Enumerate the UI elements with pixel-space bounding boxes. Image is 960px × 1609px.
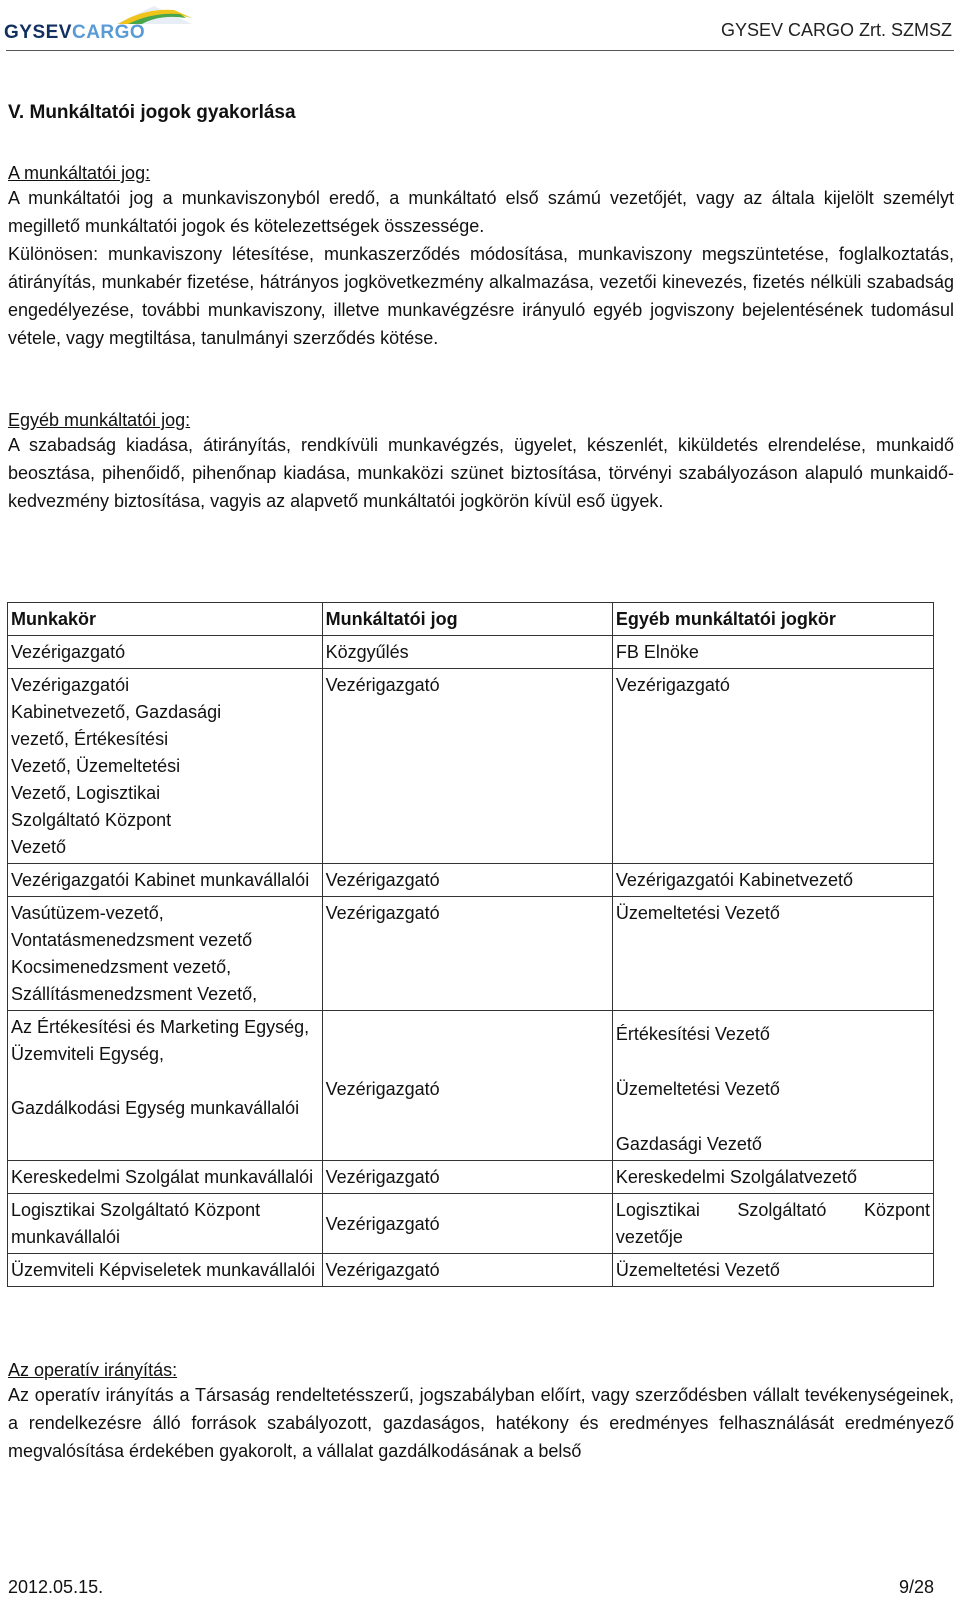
other-right-text: A szabadság kiadása, átirányítás, rendkívüli munkavégzés, ügyelet, készenlét, kiküldetés elrendelése, munkaidő beosztása, pihenőidő, pihenőnap kiadása, munkaközi szünet biztosítása, törvényi szabályozáson alapuló munkaidő-kedvezmény biztosítása, vagyis az alapvető munkáltatói jogkörön kívül eső ügyek. — [8, 435, 954, 511]
table-cell: Vezérigazgatói Kabinetvezető — [612, 864, 933, 897]
employer-right-definition: A munkáltatói jog a munkaviszonyból eredő, a munkáltató első számú vezetőjét, vagy az általa kijelölt személyt megillető munkáltatói jogok és kötelezettségek összessége. — [8, 188, 954, 236]
table-cell: Vezérigazgatói Kabinet munkavállalói — [8, 864, 323, 897]
operative-heading: Az operatív irányítás: — [8, 1360, 178, 1380]
table-cell: Vezérigazgató — [322, 897, 612, 1011]
table-cell: Vezérigazgató — [322, 1011, 612, 1161]
table-cell: Vezérigazgató — [8, 636, 323, 669]
table-cell: Üzemviteli Képviseletek munkavállalói — [8, 1254, 323, 1287]
other-right-heading: Egyéb munkáltatói jog: — [8, 410, 191, 430]
table-cell: Kereskedelmi Szolgálat munkavállalói — [8, 1161, 323, 1194]
employer-right-heading: A munkáltatói jog: — [8, 163, 151, 183]
table-cell: Üzemeltetési Vezető — [612, 1254, 933, 1287]
footer-date: 2012.05.15. — [8, 1577, 104, 1597]
table-cell — [8, 669, 323, 864]
logo-wordmark-part2: CARGO — [71, 22, 146, 43]
section-title: V. Munkáltatói jogok gyakorlása — [8, 102, 296, 123]
employer-rights-table — [7, 602, 934, 1287]
table-cell: Vezérigazgató — [322, 864, 612, 897]
rights-holder-sales: Értékesítési Vezető — [615, 1024, 770, 1044]
employer-right-details: Különösen: munkaviszony létesítése, munkaszerződés módosítása, munkaviszony megszüntetése, foglalkoztatás, átirányítás, munkabér fizetése, hátrányos jogkövetkezmény alkalmazása, vezetői kinevezés, fizetés nélküli szabadság engedélyezése, további munkaviszony, illetve munkavégzésre irányuló egyéb jogviszony bejelentésének tudomásul vétele, vagy megtiltása, tanulmányi szerződés kötése. — [8, 244, 954, 348]
table-header-cell: Egyéb munkáltatói jogkör — [612, 603, 933, 636]
rights-holder-finance: Gazdasági Vezető — [615, 1134, 762, 1154]
table-header-row — [8, 603, 934, 636]
table-header-cell: Munkakör — [8, 603, 323, 636]
position-list: Vezérigazgatói Kabinetvezető, Gazdasági vezető, Értékesítési Vezető, Üzemeltetési Vezető, Logisztikai Szolgáltató Központ Vezető — [11, 675, 222, 857]
employer-right-section — [8, 163, 954, 352]
table-header-cell: Munkáltatói jog — [322, 603, 612, 636]
table-cell: Közgyűlés — [322, 636, 612, 669]
table-cell: Üzemeltetési Vezető — [612, 897, 933, 1011]
table-cell: Vasútüzem-vezető, Vontatásmenedzsment vezető Kocsimenedzsment vezető, Szállításmenedzsment Vezető, — [8, 897, 323, 1011]
gysev-cargo-logo — [4, 4, 189, 46]
table-row — [8, 897, 934, 1011]
table-cell: Vezérigazgató — [612, 669, 933, 864]
table-row — [8, 669, 934, 864]
company-header: GYSEV CARGO Zrt. SZMSZ — [720, 20, 952, 40]
table-row — [8, 1194, 934, 1254]
page-header — [0, 0, 960, 52]
table-cell: Vezérigazgató — [322, 1254, 612, 1287]
table-cell: Vezérigazgató — [322, 1161, 612, 1194]
logo-wordmark-part1: GYSEV — [4, 22, 72, 43]
table-cell — [8, 1011, 323, 1161]
other-right-section — [8, 410, 954, 515]
table-row-merged-group — [8, 1011, 934, 1161]
table-cell: FB Elnöke — [612, 636, 933, 669]
page-number: 9/28 — [898, 1577, 934, 1597]
operative-section — [8, 1360, 954, 1465]
rights-holder-operations: Üzemeltetési Vezető — [615, 1079, 780, 1099]
table-row — [8, 1254, 934, 1287]
table-cell: Logisztikai Szolgáltató Központ vezetője — [612, 1194, 933, 1254]
operative-text: Az operatív irányítás a Társaság rendeltetésszerű, jogszabályban előírt, vagy szerződésben vállalt tevékenységeinek, a rendelkezésre álló források szabályozott, gazdaságos, hatékony és eredményes felhasználását eredményező megvalósítása érdekében gyakorolt, a vállalat gazdálkodásának a belső — [8, 1385, 954, 1461]
header-divider — [6, 50, 954, 51]
logo-wordmark — [4, 22, 145, 44]
table-cell: Kereskedelmi Szolgálatvezető — [612, 1161, 933, 1194]
table-cell — [612, 1011, 933, 1161]
unit-finance: Gazdálkodási Egység munkavállalói — [11, 1098, 300, 1118]
table-cell: Vezérigazgató — [322, 1194, 612, 1254]
table-cell: Vezérigazgató — [322, 669, 612, 864]
unit-operations: Üzemviteli Egység, — [11, 1044, 165, 1064]
table-row — [8, 636, 934, 669]
table-row — [8, 1161, 934, 1194]
table-cell: Logisztikai Szolgáltató Központ munkavállalói — [8, 1194, 323, 1254]
table-row — [8, 864, 934, 897]
unit-sales-marketing: Az Értékesítési és Marketing Egység, — [11, 1017, 310, 1037]
